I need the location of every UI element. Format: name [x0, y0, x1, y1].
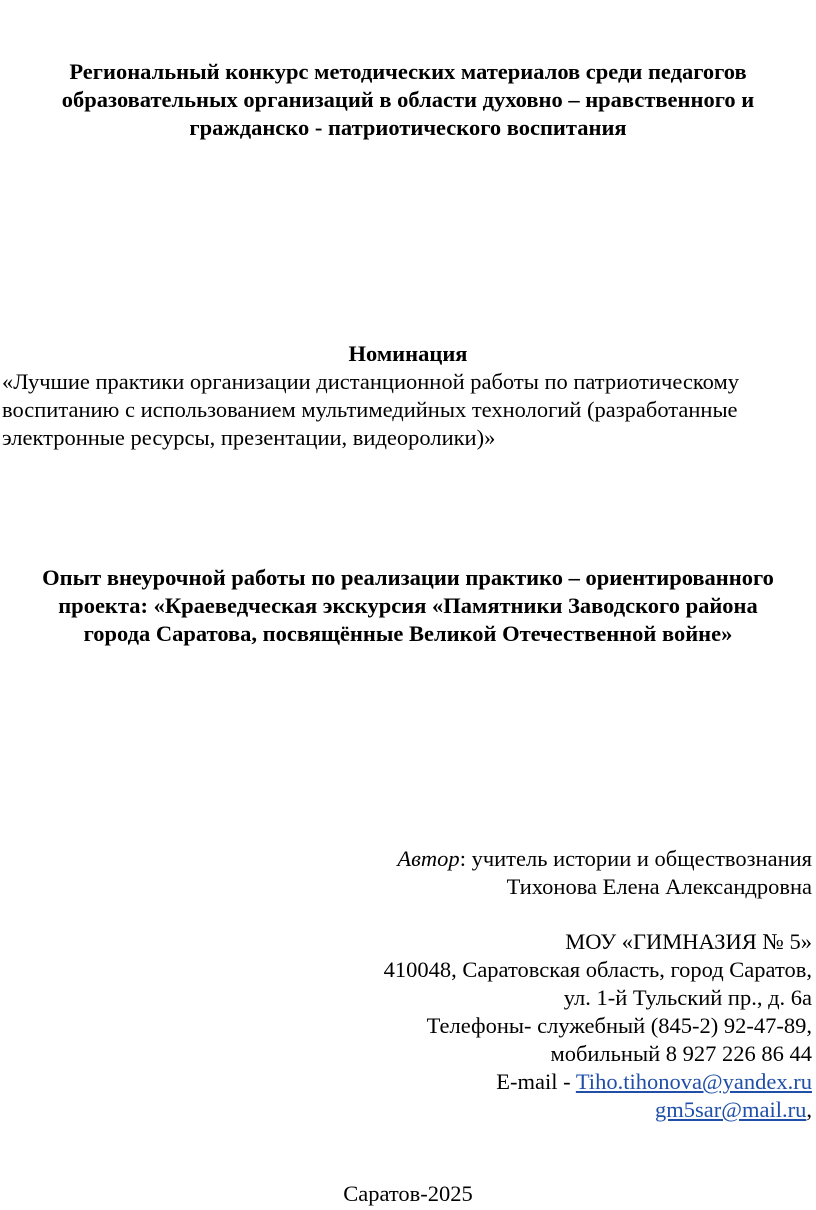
- nomination-text: [0, 368, 816, 452]
- author-role-text: : учитель истории и обществознания: [459, 846, 812, 871]
- work-topic: [0, 564, 816, 648]
- nomination-line-2: воспитанию с использованием мультимедийных технологий (разработанные: [2, 397, 738, 422]
- email-line-2: [212, 1096, 812, 1124]
- email-label: E-mail -: [496, 1069, 576, 1094]
- author-block: [212, 845, 812, 901]
- topic-line-3: города Саратова, посвящённые Великой Отечественной войне»: [83, 621, 733, 646]
- email-link-yandex[interactable]: Tiho.tihonova@yandex.ru: [575, 1069, 812, 1094]
- email-line-1: [212, 1068, 812, 1096]
- author-role-line: [212, 845, 812, 873]
- heading-line-1: Региональный конкурс методических материалов среди педагогов: [69, 59, 747, 84]
- author-role-label: Автор: [397, 846, 460, 871]
- contacts-block: [212, 928, 812, 1124]
- topic-line-1: Опыт внеурочной работы по реализации практико – ориентированного: [42, 565, 774, 590]
- school-name: МОУ «ГИМНАЗИЯ № 5»: [565, 929, 812, 954]
- city-year: Саратов-2025: [343, 1181, 473, 1206]
- nomination-title: Номинация: [348, 341, 468, 366]
- topic-line-2: проекта: «Краеведческая экскурсия «Памятники Заводского района: [58, 593, 758, 618]
- address-line-1: 410048, Саратовская область, город Саратов,: [383, 957, 812, 982]
- nomination-line-3: электронные ресурсы, презентации, видеоролики)»: [2, 425, 496, 450]
- author-name: Тихонова Елена Александровна: [506, 874, 812, 899]
- email-suffix: ,: [806, 1097, 812, 1122]
- heading-line-2: образовательных организаций в области духовно – нравственного и: [61, 87, 755, 112]
- nomination-block: [0, 340, 816, 452]
- heading-line-3: гражданско - патриотического воспитания: [189, 115, 627, 140]
- phone-line-1: Телефоны- служебный (845-2) 92-47-89,: [426, 1013, 812, 1038]
- email-link-mail[interactable]: gm5sar@mail.ru: [655, 1097, 807, 1122]
- contest-heading: [0, 58, 816, 142]
- address-line-2: ул. 1-й Тульский пр., д. 6а: [563, 985, 812, 1010]
- phone-line-2: мобильный 8 927 226 86 44: [550, 1041, 812, 1066]
- nomination-line-1: «Лучшие практики организации дистанционной работы по патриотическому: [2, 369, 739, 394]
